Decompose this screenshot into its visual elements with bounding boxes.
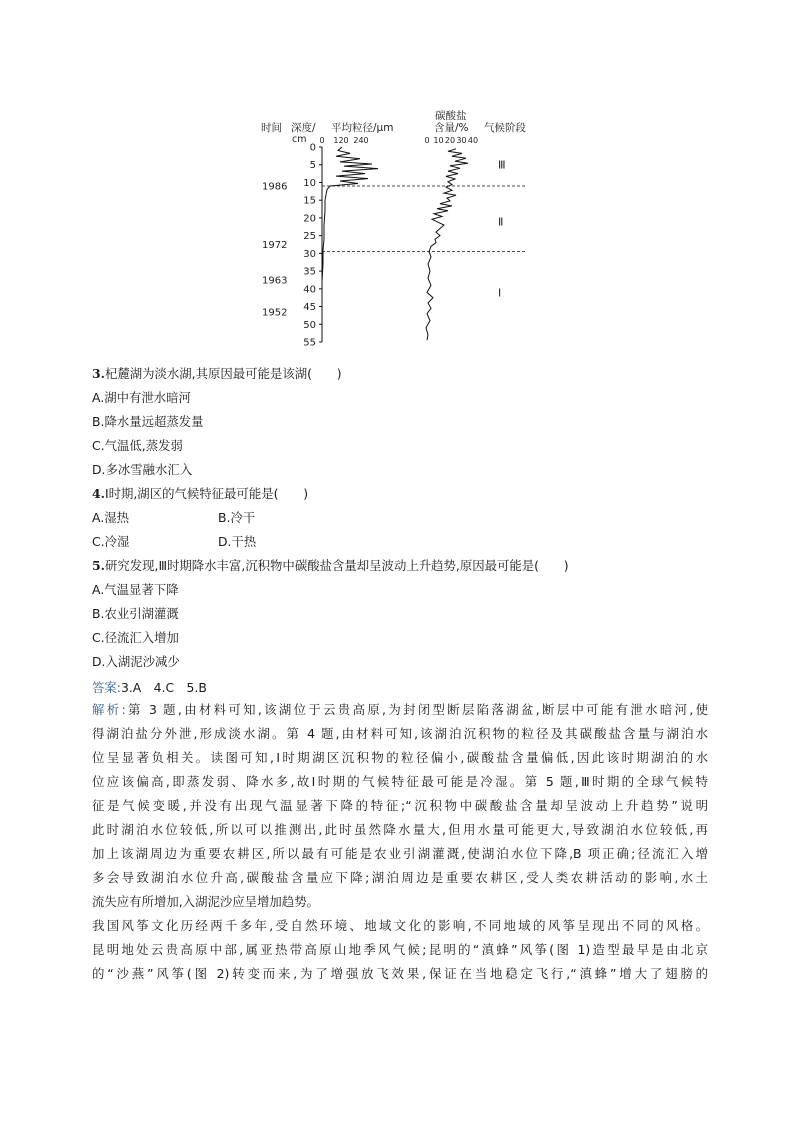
option: C.气温低,蒸发弱 [92, 438, 183, 453]
passage-line: 我国风筝文化历经两千多年,受自然环境、地域文化的影响,不同地域的风筝呈现出不同的风格。 [92, 918, 708, 933]
option: D.多冰雪融水汇入 [92, 462, 193, 477]
explanation-line: 流失应有所增加,入湖泥沙应呈增加趋势。 [92, 894, 319, 909]
question-number: 3. [92, 366, 105, 381]
climate-stage-header: 气候阶段 [484, 122, 526, 134]
depth-header: 深度/ [291, 122, 316, 134]
depth-tick-label: 40 [303, 284, 316, 296]
explanation-line: 位呈显著负相关。读图可知,Ⅰ时期湖区沉积物的粒径偏小,碳酸盐含量偏低,因此该时期湖泊的水 [92, 750, 708, 765]
depth-tick-label: 0 [309, 142, 316, 154]
carbonate-tick-label: 20 [444, 136, 456, 145]
stage-label: Ⅱ [498, 215, 504, 229]
depth-tick-label: 45 [303, 302, 316, 314]
question-text: 杞麓湖为淡水湖,其原因最可能是该湖( ) [104, 366, 342, 381]
option: C.径流汇入增加 [92, 630, 179, 645]
answer-value: 3.A 4.C 5.B [120, 680, 207, 695]
year-label: 1963 [262, 275, 288, 287]
carbonate-tick-label: 40 [467, 136, 479, 145]
year-label: 1986 [262, 181, 288, 193]
carbonate-tick-label: 0 [424, 136, 430, 145]
depth-tick-label: 35 [303, 266, 316, 278]
stage-label: Ⅰ [498, 286, 502, 300]
grain-size-header: 平均粒径/μm [331, 122, 394, 134]
stage-label: Ⅲ [498, 158, 506, 172]
explanation-line: 加上该湖周边为重要农耕区,所以最有可能是农业引湖灌溉,使湖泊水位下降,B 项正确;径流汇入增 [92, 846, 708, 861]
option: A.湖中有泄水暗河 [92, 390, 191, 405]
grain-tick-label: 120 [333, 136, 349, 145]
grain-size-curve [322, 147, 378, 339]
option: B.农业引湖灌溉 [92, 606, 179, 621]
option: B.降水量远超蒸发量 [92, 414, 204, 429]
depth-tick-label: 30 [303, 248, 316, 260]
option: D.入湖泥沙减少 [92, 654, 180, 669]
grain-tick-label: 0 [319, 136, 325, 145]
time-header: 时间 [261, 122, 282, 134]
passage-line: 的“沙燕”风筝(图 2)转变而来,为了增强放飞效果,保证在当地稳定飞行,“滇蜂”增大了翅膀的 [92, 966, 708, 981]
explanation-line: 征是气候变暖,并没有出现气温显著下降的特征;“沉积物中碳酸盐含量却呈波动上升趋势”说明 [92, 798, 708, 813]
carbonate-tick-label: 10 [433, 136, 444, 145]
depth-unit: cm [292, 134, 307, 145]
question-4 [92, 486, 308, 502]
carbonate-header-line1: 碳酸盐 [435, 110, 467, 122]
option: A.气温显著下降 [92, 582, 179, 597]
option: C.冷湿 [92, 534, 130, 549]
answer-line [92, 678, 207, 696]
carbonate-curve [426, 149, 468, 340]
answer-label: 答案: [92, 680, 121, 695]
question-3 [92, 366, 342, 382]
carbonate-tick-label: 30 [456, 136, 467, 145]
depth-tick-label: 10 [303, 177, 316, 189]
explanation-line: 得湖泊盐分外泄,形成淡水湖。第 4 题,由材料可知,该湖泊沉积物的粒径及其碳酸盐含量与湖泊水 [92, 726, 708, 741]
depth-tick-label: 5 [309, 160, 316, 172]
depth-tick-label: 55 [303, 337, 316, 349]
year-label: 1972 [262, 240, 288, 251]
option: D.干热 [218, 534, 257, 549]
explanation-label: 解析: [92, 702, 126, 717]
question-5 [92, 558, 569, 574]
passage-line: 昆明地处云贵高原中部,属亚热带高原山地季风气候;昆明的“滇蜂”风筝(图 1)造型最早是由北京 [92, 942, 708, 957]
question-text: 研究发现,Ⅲ时期降水丰富,沉积物中碳酸盐含量却呈波动上升趋势,原因最可能是( ) [104, 558, 569, 573]
sediment-profile-figure [0, 0, 794, 350]
explanation-line [92, 698, 708, 722]
grain-tick-label: 240 [353, 136, 369, 145]
explanation-line: 位应该偏高,即蒸发弱、降水多,故Ⅰ时期的气候特征最可能是冷湿。第 5 题,Ⅲ时期的全球气候特 [92, 774, 708, 789]
carbonate-header-line2: 含量/% [434, 122, 469, 134]
depth-tick-label: 20 [303, 213, 316, 225]
question-number: 4. [92, 486, 105, 501]
depth-tick-label: 25 [303, 231, 316, 243]
year-label: 1952 [262, 307, 288, 319]
depth-tick-label: 15 [303, 195, 316, 207]
explanation-line: 此时湖泊水位较低,所以可以推测出,此时虽然降水量大,但用水量可能更大,导致湖泊水位较低,再 [92, 822, 708, 837]
question-text: Ⅰ时期,湖区的气候特征最可能是( ) [104, 486, 309, 501]
question-number: 5. [92, 558, 105, 573]
explanation-text: 第 3 题,由材料可知,该湖位于云贵高原,为封闭型断层陷落湖盆,断层中可能有泄水暗河,使 [125, 702, 708, 717]
depth-tick-label: 50 [303, 319, 316, 331]
option: B.冷干 [218, 510, 256, 525]
option: A.湿热 [92, 510, 129, 525]
explanation-line: 多会导致湖泊水位升高,碳酸盐含量应下降;湖泊周边是重要农耕区,受人类农耕活动的影响,水土 [92, 870, 708, 885]
